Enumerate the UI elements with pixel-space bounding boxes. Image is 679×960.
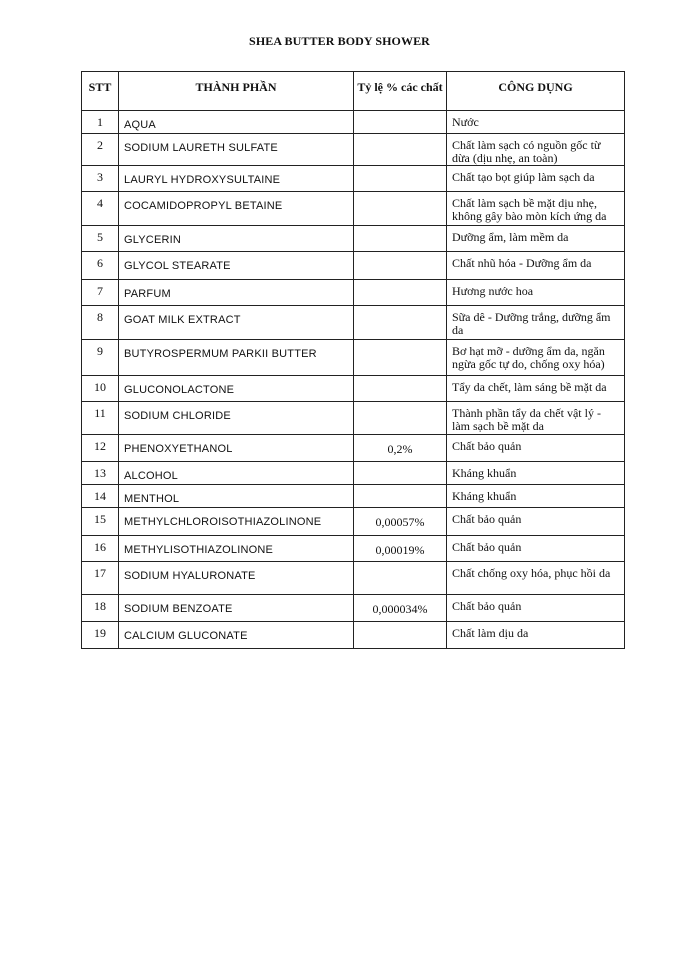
table-row xyxy=(82,376,625,402)
row-use: Kháng khuẩn xyxy=(447,462,625,485)
row-ingredient-name: SODIUM HYALURONATE xyxy=(119,562,354,595)
table-row xyxy=(82,508,625,536)
row-use: Hương nước hoa xyxy=(447,280,625,306)
row-stt: 6 xyxy=(82,252,119,280)
row-ratio xyxy=(354,280,447,306)
row-ratio xyxy=(354,340,447,376)
row-stt: 4 xyxy=(82,192,119,226)
row-stt: 7 xyxy=(82,280,119,306)
row-stt: 2 xyxy=(82,134,119,166)
row-ingredient-name: GLYCOL STEARATE xyxy=(119,252,354,280)
row-stt: 13 xyxy=(82,462,119,485)
header-ratio: Tỷ lệ % các chất xyxy=(354,72,447,111)
row-ingredient-name: SODIUM CHLORIDE xyxy=(119,402,354,435)
row-ratio xyxy=(354,111,447,134)
row-stt: 1 xyxy=(82,111,119,134)
header-use: CÔNG DỤNG xyxy=(447,72,625,111)
row-ingredient-name: LAURYL HYDROXYSULTAINE xyxy=(119,166,354,192)
row-stt: 14 xyxy=(82,485,119,508)
row-stt: 18 xyxy=(82,595,119,622)
table-row xyxy=(82,595,625,622)
row-use: Chất làm sạch có nguồn gốc từ dừa (dịu nhẹ, an toàn) xyxy=(447,134,625,166)
row-ingredient-name: PHENOXYETHANOL xyxy=(119,435,354,462)
row-ingredient-name: BUTYROSPERMUM PARKII BUTTER xyxy=(119,340,354,376)
row-use: Chất tạo bọt giúp làm sạch da xyxy=(447,166,625,192)
table-row xyxy=(82,111,625,134)
row-ingredient-name: AQUA xyxy=(119,111,354,134)
row-ingredient-name: METHYLCHLOROISOTHIAZOLINONE xyxy=(119,508,354,536)
table-row xyxy=(82,280,625,306)
row-use: Dưỡng ẩm, làm mềm da xyxy=(447,226,625,252)
table-row xyxy=(82,622,625,649)
row-ratio xyxy=(354,562,447,595)
row-stt: 9 xyxy=(82,340,119,376)
row-ingredient-name: GLYCERIN xyxy=(119,226,354,252)
row-ratio: 0,2% xyxy=(354,435,447,462)
table-row xyxy=(82,562,625,595)
row-use: Chất bảo quản xyxy=(447,508,625,536)
row-ratio xyxy=(354,402,447,435)
row-stt: 16 xyxy=(82,536,119,562)
row-ingredient-name: CALCIUM GLUCONATE xyxy=(119,622,354,649)
row-stt: 5 xyxy=(82,226,119,252)
row-ingredient-name: COCAMIDOPROPYL BETAINE xyxy=(119,192,354,226)
row-use: Nước xyxy=(447,111,625,134)
row-use: Thành phần tẩy da chết vật lý - làm sạch bề mặt da xyxy=(447,402,625,435)
table-row xyxy=(82,485,625,508)
row-stt: 17 xyxy=(82,562,119,595)
row-use: Bơ hạt mỡ - dưỡng ẩm da, ngăn ngừa gốc tự do, chống oxy hóa) xyxy=(447,340,625,376)
row-ingredient-name: GOAT MILK EXTRACT xyxy=(119,306,354,340)
row-ratio xyxy=(354,166,447,192)
row-ingredient-name: PARFUM xyxy=(119,280,354,306)
table-header-row xyxy=(82,72,625,111)
table-row xyxy=(82,226,625,252)
row-use: Chất bảo quản xyxy=(447,536,625,562)
table-row xyxy=(82,402,625,435)
table-row xyxy=(82,536,625,562)
row-ratio xyxy=(354,226,447,252)
row-ratio xyxy=(354,462,447,485)
row-ratio: 0,000034% xyxy=(354,595,447,622)
row-ratio: 0,00019% xyxy=(354,536,447,562)
table-row xyxy=(82,462,625,485)
header-ingredient: THÀNH PHẦN xyxy=(119,72,354,111)
row-use: Chất làm sạch bề mặt dịu nhẹ, không gây bào mòn kích ứng da xyxy=(447,192,625,226)
row-ratio: 0,00057% xyxy=(354,508,447,536)
row-use: Chất bảo quản xyxy=(447,595,625,622)
row-stt: 12 xyxy=(82,435,119,462)
row-ingredient-name: METHYLISOTHIAZOLINONE xyxy=(119,536,354,562)
row-stt: 3 xyxy=(82,166,119,192)
row-ingredient-name: SODIUM LAURETH SULFATE xyxy=(119,134,354,166)
row-stt: 19 xyxy=(82,622,119,649)
ingredients-table xyxy=(81,71,625,649)
row-ratio xyxy=(354,485,447,508)
table-row xyxy=(82,252,625,280)
row-use: Chất nhũ hóa - Dưỡng ẩm da xyxy=(447,252,625,280)
row-ratio xyxy=(354,134,447,166)
row-ratio xyxy=(354,622,447,649)
row-use: Chất bảo quản xyxy=(447,435,625,462)
row-stt: 11 xyxy=(82,402,119,435)
table-row xyxy=(82,435,625,462)
row-stt: 15 xyxy=(82,508,119,536)
row-stt: 10 xyxy=(82,376,119,402)
row-use: Tẩy da chết, làm sáng bề mặt da xyxy=(447,376,625,402)
row-use: Chất làm dịu da xyxy=(447,622,625,649)
row-stt: 8 xyxy=(82,306,119,340)
row-use: Kháng khuẩn xyxy=(447,485,625,508)
document-title: SHEA BUTTER BODY SHOWER xyxy=(249,34,430,48)
table-row xyxy=(82,340,625,376)
row-ratio xyxy=(354,306,447,340)
row-use: Chất chống oxy hóa, phục hồi da xyxy=(447,562,625,595)
row-ratio xyxy=(354,192,447,226)
table-row xyxy=(82,166,625,192)
row-ratio xyxy=(354,376,447,402)
table-row xyxy=(82,306,625,340)
table-row xyxy=(82,134,625,166)
row-ratio xyxy=(354,252,447,280)
row-ingredient-name: ALCOHOL xyxy=(119,462,354,485)
row-ingredient-name: MENTHOL xyxy=(119,485,354,508)
row-use: Sữa dê - Dưỡng trắng, dưỡng ẩm da xyxy=(447,306,625,340)
row-ingredient-name: SODIUM BENZOATE xyxy=(119,595,354,622)
table-row xyxy=(82,192,625,226)
header-stt: STT xyxy=(82,72,119,111)
row-ingredient-name: GLUCONOLACTONE xyxy=(119,376,354,402)
